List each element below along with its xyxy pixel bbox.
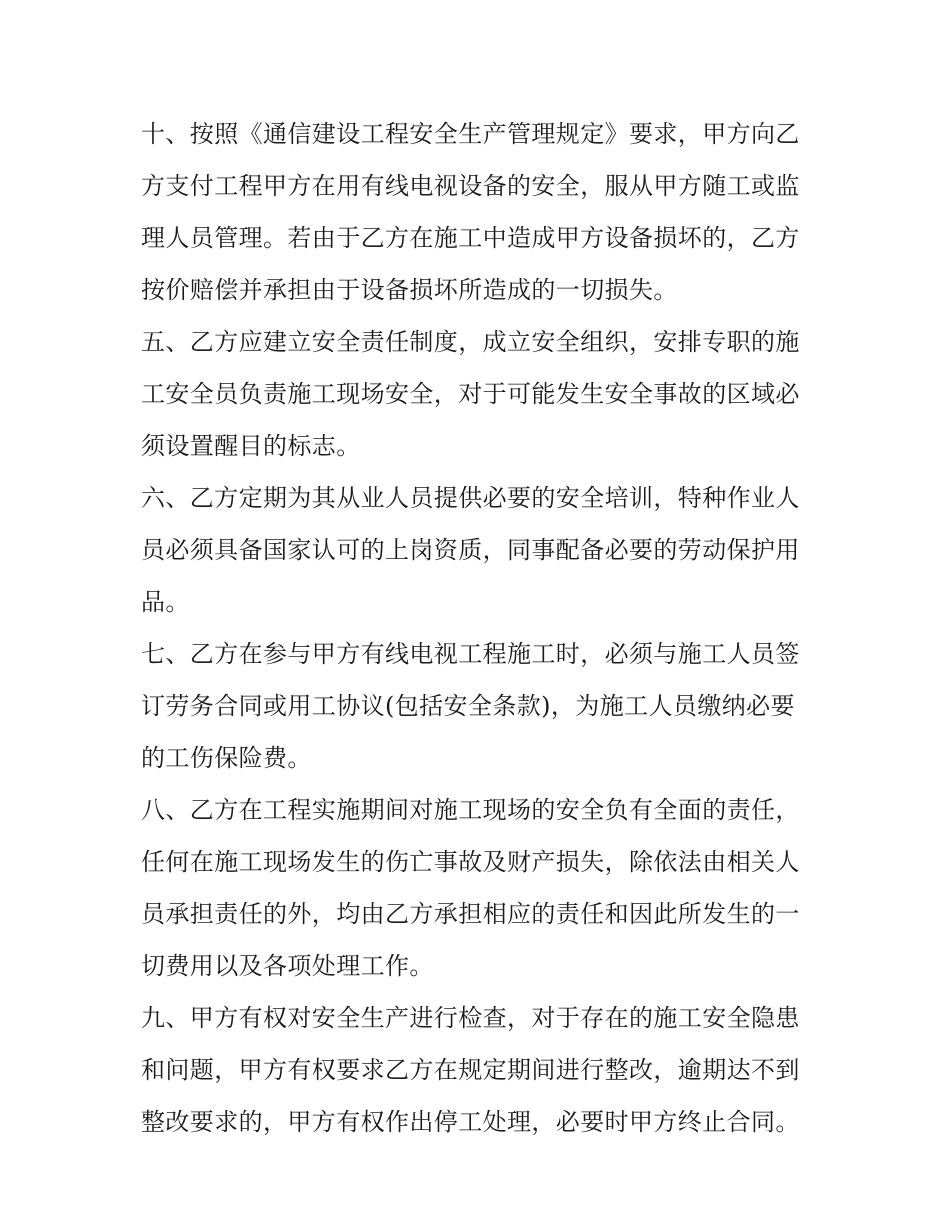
clause-9 <box>141 992 821 1148</box>
text-line: 的工伤保险费。 <box>141 744 312 772</box>
text-line: 任何在施工现场发生的伤亡事故及财产损失，除依法由相关人 <box>141 848 800 876</box>
text-line: 员承担责任的外，均由乙方承担相应的责任和因此所发生的一 <box>141 900 800 928</box>
text-line: 品。 <box>141 588 190 616</box>
text-line: 理人员管理。若由于乙方在施工中造成甲方设备损坏的，乙方 <box>141 224 800 252</box>
text-line: 十、按照《通信建设工程安全生产管理规定》要求，甲方向乙 <box>141 120 800 148</box>
text-line: 五、乙方应建立安全责任制度，成立安全组织，安排专职的施 <box>141 328 800 356</box>
text-line: 订劳务合同或用工协议(包括安全条款)，为施工人员缴纳必要 <box>141 692 795 720</box>
text-line: 须设置醒目的标志。 <box>141 432 361 460</box>
text-line: 方支付工程甲方在用有线电视设备的安全，服从甲方随工或监 <box>141 172 800 200</box>
document-body <box>141 108 821 1148</box>
text-line: 按价赔偿并承担由于设备损坏所造成的一切损失。 <box>141 276 678 304</box>
clause-7 <box>141 628 821 784</box>
clause-5 <box>141 316 821 472</box>
text-line: 八、乙方在工程实施期间对施工现场的安全负有全面的责任， <box>141 796 800 824</box>
text-line: 和问题，甲方有权要求乙方在规定期间进行整改，逾期达不到 <box>141 1056 800 1084</box>
clause-8 <box>141 784 821 992</box>
text-line: 整改要求的，甲方有权作出停工处理，必要时甲方终止合同。 <box>141 1108 800 1136</box>
clause-6 <box>141 472 821 628</box>
text-line: 工安全员负责施工现场安全，对于可能发生安全事故的区域必 <box>141 380 800 408</box>
text-line: 六、乙方定期为其从业人员提供必要的安全培训，特种作业人 <box>141 484 800 512</box>
clause-10 <box>141 108 821 316</box>
text-line: 九、甲方有权对安全生产进行检查，对于存在的施工安全隐患 <box>141 1004 800 1032</box>
text-line: 七、乙方在参与甲方有线电视工程施工时，必须与施工人员签 <box>141 640 800 668</box>
text-line: 员必须具备国家认可的上岗资质，同事配备必要的劳动保护用 <box>141 536 800 564</box>
text-line: 切费用以及各项处理工作。 <box>141 952 434 980</box>
